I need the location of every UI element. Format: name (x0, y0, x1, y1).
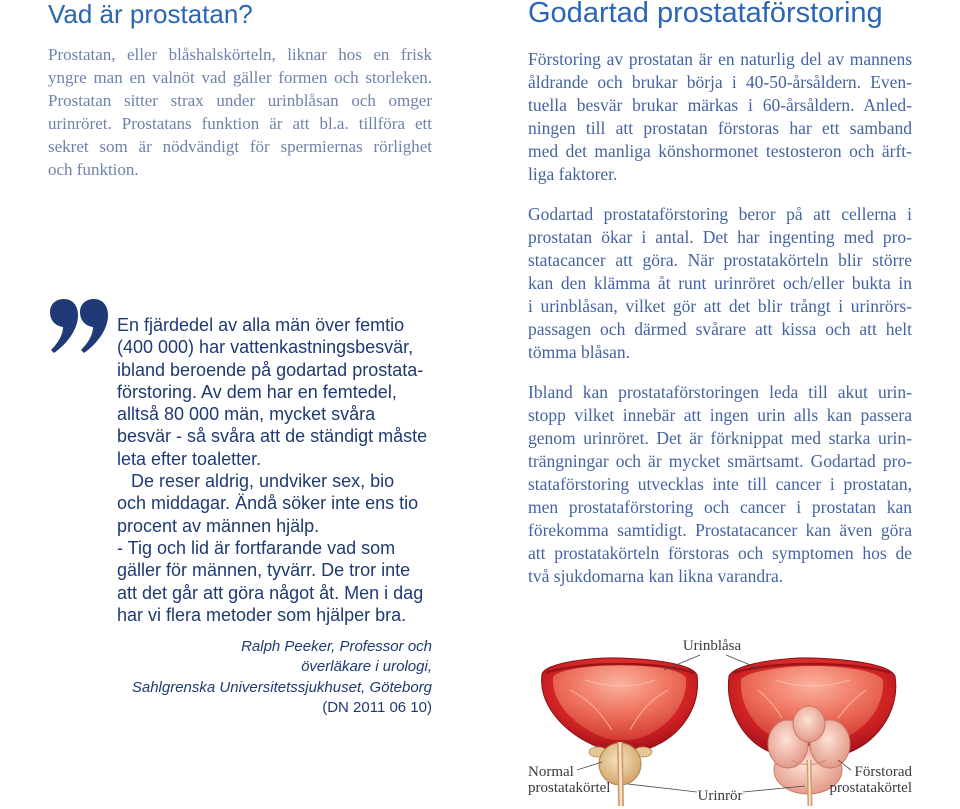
section-heading: Godartad prostataförstoring (528, 0, 883, 29)
attribution-line: överläkare i urologi, (301, 658, 432, 676)
prostate-comparison-illustration (520, 628, 920, 809)
label-enlarged-prostate: prostatakörtel (829, 780, 912, 796)
paragraph-line: passagen och därmed svårare att kissa och att helt (528, 319, 912, 339)
attribution-line: Ralph Peeker, Professor och (241, 638, 432, 655)
attribution-line: Sahlgrenska Universitetssjukhuset, Göteborg (131, 678, 432, 696)
closing-quote-mark-icon (48, 298, 112, 356)
paragraph-line: stataförstoring utvecklas inte till cancer i prostatan, (528, 474, 912, 494)
paragraph-line: liga faktorer. (528, 164, 618, 184)
label-urethra: Urinrör (697, 788, 743, 804)
paragraph-line: med det manliga könshormonet testosteron och ärft- (528, 141, 912, 161)
quote-line: - Tig och lid är fortfarande vad som (117, 537, 396, 558)
paragraph-line: trängningar och är mycket smärtsamt. Godartad pro- (528, 451, 912, 471)
quote-attribution (100, 637, 432, 718)
page-title: Vad är prostatan? (48, 0, 253, 29)
quote-line: procent av männen hjälp. (117, 515, 320, 536)
quote-line: leta efter toaletter. (117, 448, 262, 469)
paragraph-line: stopp vilket innebär att ingen urin alls kan passera (528, 405, 912, 425)
quote-line: förstoring. Av dem har en femtedel, (117, 381, 397, 402)
paragraph-line: tuella besvär brukar märkas i 60-årsåldern. Anled- (528, 95, 912, 115)
intro-line: och funktion. (48, 160, 139, 179)
quote-line: har vi flera metoder som hjälper bra. (117, 604, 407, 625)
body-paragraph (528, 203, 912, 364)
leader-line (577, 762, 602, 770)
quote-line: alltså 80 000 män, mycket svåra (117, 404, 376, 425)
quote-line: En fjärdedel av alla män över femtio (117, 315, 405, 335)
paragraph-line: tömma blåsan. (528, 342, 631, 362)
paragraph-line: prostatan ökar i antal. Det har ingenting med pro- (528, 227, 912, 247)
label-normal-prostate: prostatakörtel (528, 780, 611, 796)
body-paragraph (528, 381, 912, 588)
quote-line: att det går att göra något åt. Men i dag (117, 582, 424, 603)
attribution-source: (DN 2011 06 10) (322, 698, 432, 716)
normal-prostate (589, 742, 652, 806)
quote-line: besvär - så svåra att de ständigt måste (117, 426, 428, 447)
label-enlarged: Förstorad (854, 764, 912, 780)
pull-quote (117, 314, 447, 626)
label-bladder: Urinblåsa (682, 638, 742, 654)
intro-line: yngre man en valnöt vad gäller formen och storleken. (48, 68, 432, 87)
intro-line: Prostatan, eller blåshalskörteln, liknar hos en frisk (48, 45, 432, 64)
paragraph-line: Ibland kan prostataförstoringen leda till akut urin- (528, 382, 912, 402)
quote-line: gäller för männen, tyvärr. De tror inte (117, 560, 411, 581)
intro-line: urinröret. Prostatans funktion är att bl.a. tillföra ett (48, 114, 432, 133)
quote-line: De reser aldrig, undviker sex, bio (131, 471, 395, 492)
paragraph-line: i urinblåsan, vilket gör att det blir trångt i urinrörs- (528, 296, 912, 316)
paragraph-line: förekomma samtidigt. Prostatacancer kan även göra (528, 520, 912, 540)
intro-paragraph (48, 43, 432, 181)
paragraph-line: åldrande och brukar börja i 40-50-årsåldern. Even- (528, 72, 912, 92)
label-normal: Normal (528, 764, 574, 780)
paragraph-line: kan den klämma åt runt urinröret och/eller bukta in (528, 273, 912, 293)
paragraph-line: men prostataförstoring och cancer i prostatan kan (528, 497, 912, 517)
paragraph-line: två sjukdomarna kan likna varandra. (528, 566, 784, 586)
quote-line: (400 000) har vattenkastningsbesvär, (117, 337, 414, 358)
paragraph-line: Godartad prostataförstoring beror på att cellerna i (528, 204, 912, 224)
normal-bladder (542, 658, 698, 751)
intro-line: sekret som är nödvändigt för spermiernas rörlighet (48, 137, 432, 156)
paragraph-line: Förstoring av prostatan är en naturlig del av mannens (528, 49, 912, 69)
paragraph-line: ningen till att prostatan förstoras har ett samband (528, 118, 912, 138)
paragraph-line: genom urinröret. Det är förknippat med starka urin- (528, 428, 912, 448)
leader-line (628, 784, 697, 792)
body-paragraph (528, 48, 912, 186)
quote-line: ibland beroende på godartad prostata- (117, 359, 424, 380)
intro-line: Prostatan sitter strax under urinblåsan och omger (48, 91, 432, 110)
paragraph-line: att prostatakörteln förstoras och symptomen hos de (528, 543, 912, 563)
quote-line: och middagar. Ändå söker inte ens tio (117, 493, 419, 514)
paragraph-line: statacancer att göra. När prostatakörteln blir större (528, 250, 912, 270)
